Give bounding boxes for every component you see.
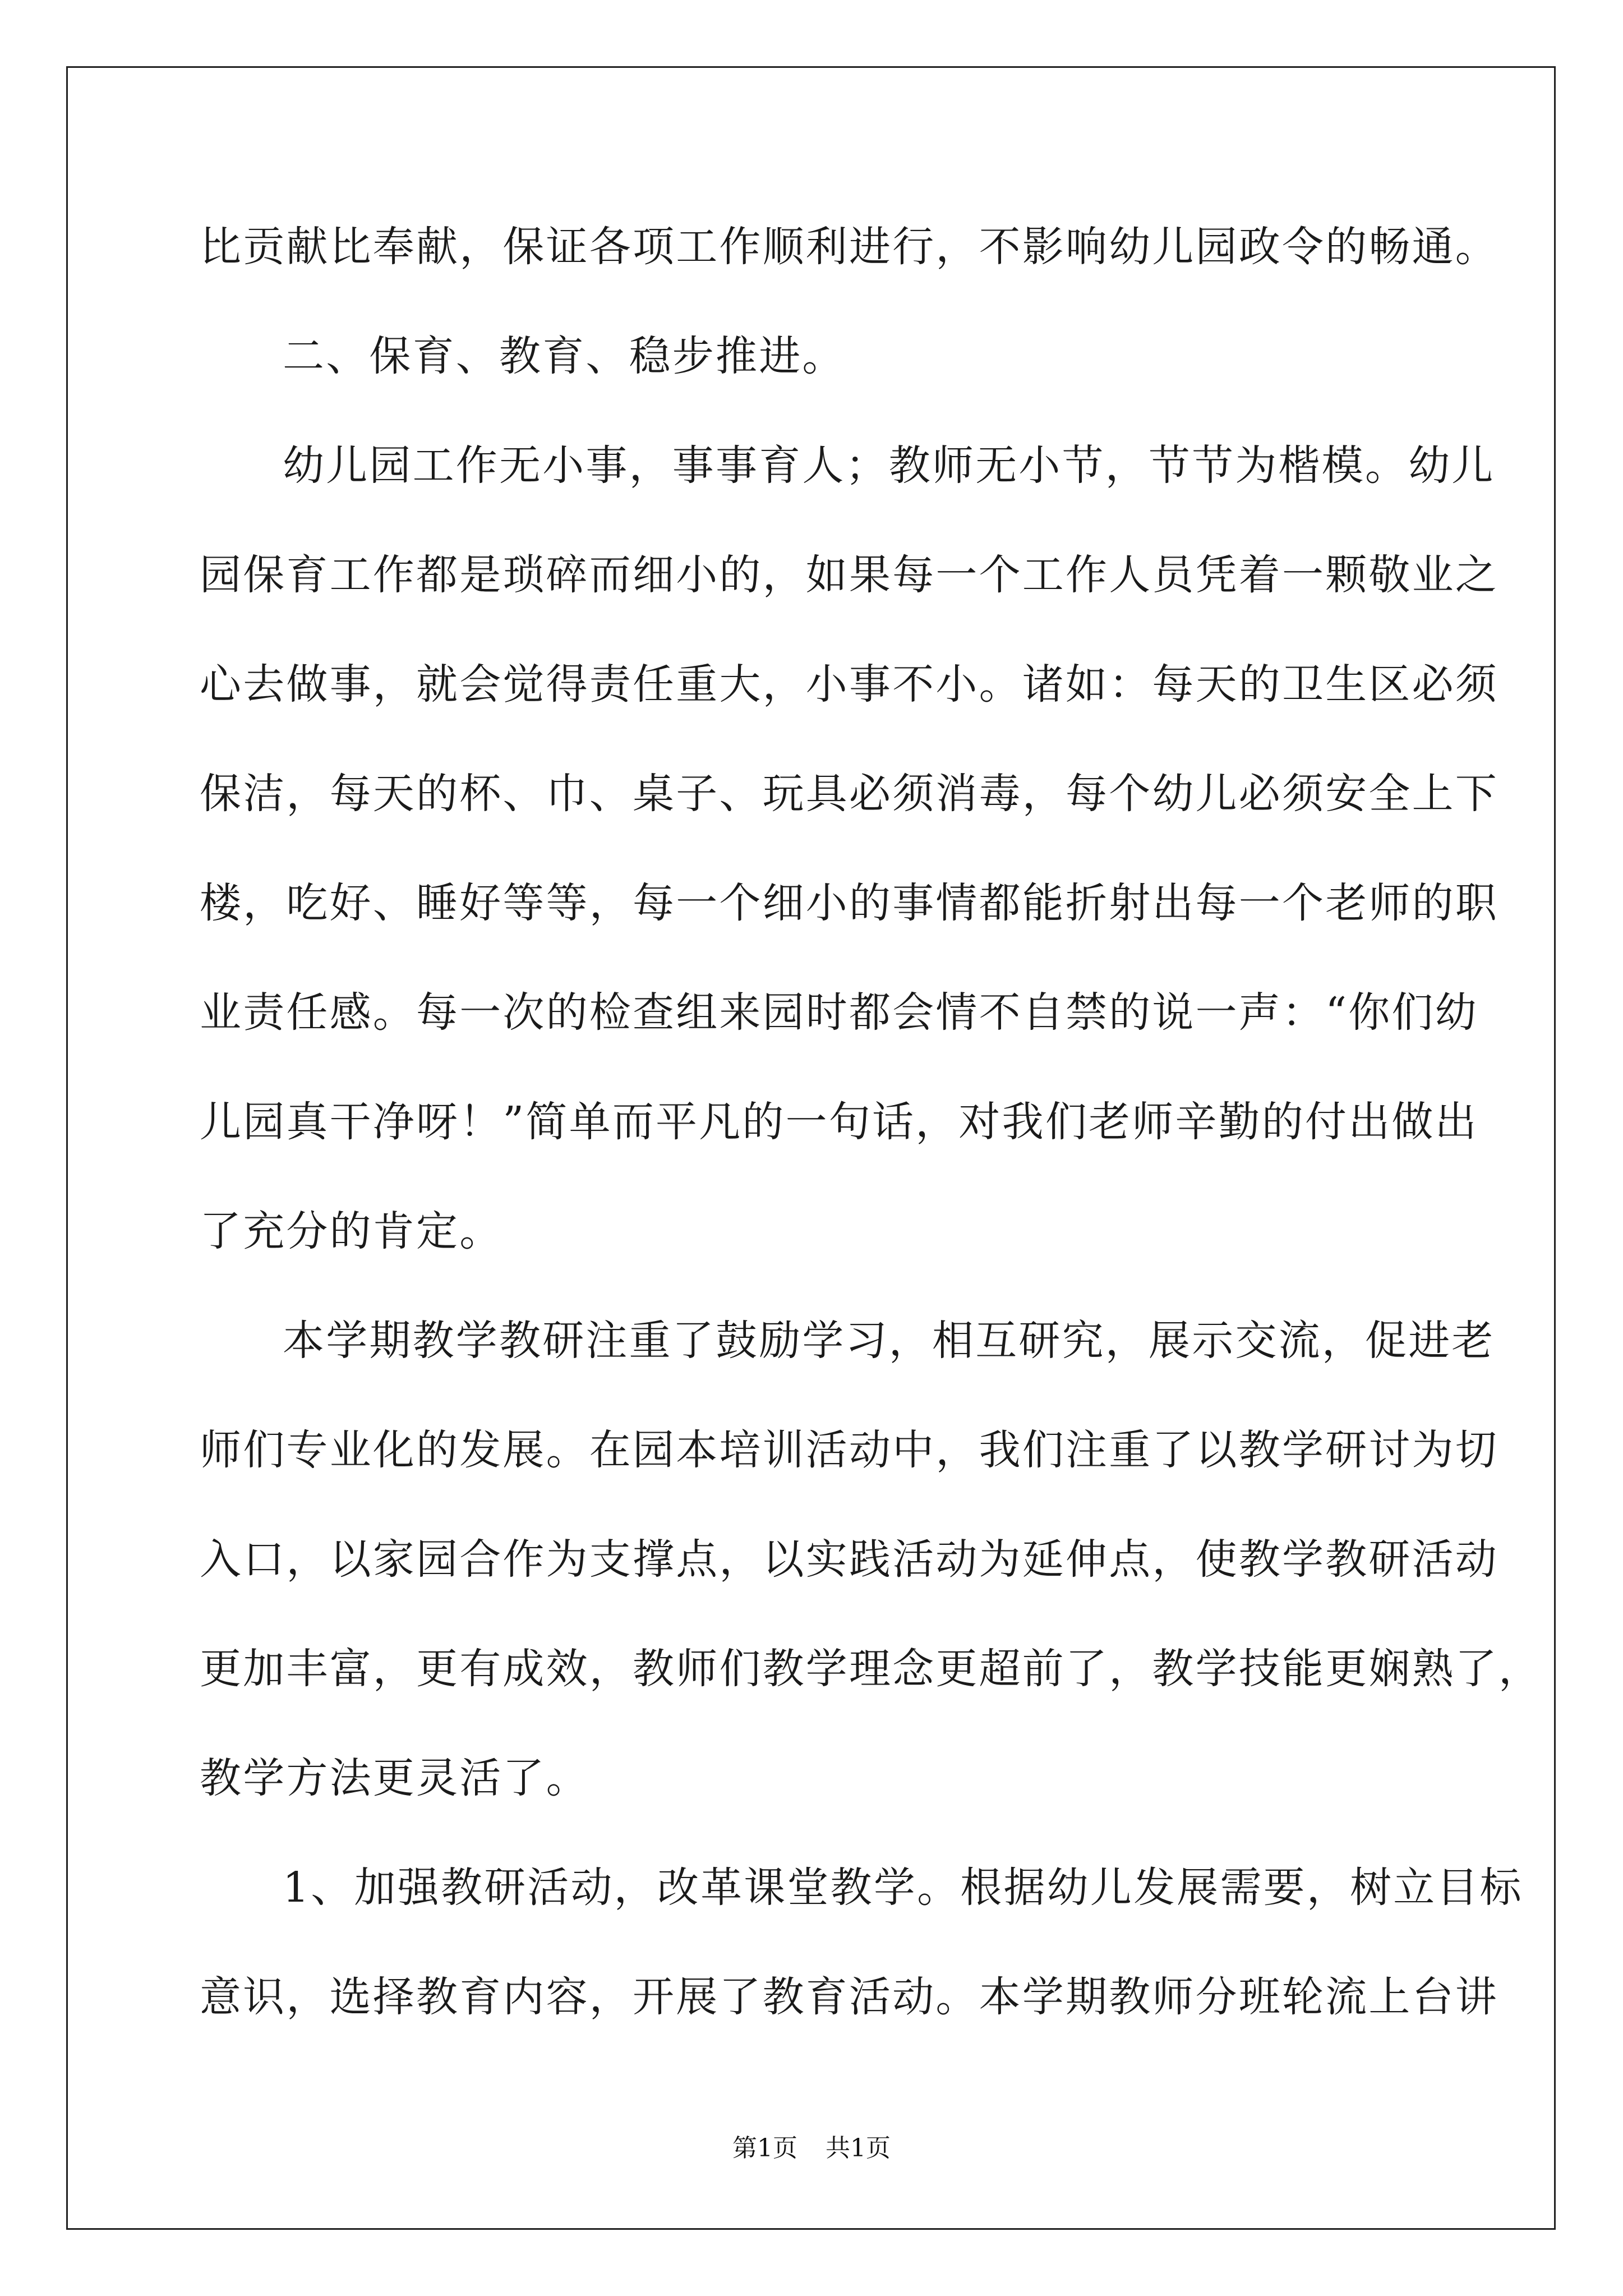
text-line: 教学方法更灵活了。 [200,1754,589,1802]
text-line: 师们专业化的发展。在园本培训活动中，我们注重了以教学研讨为切 [200,1426,1498,1474]
text-line: 更加丰富，更有成效，教师们教学理念更超前了，教学技能更娴熟了， [200,1645,1542,1693]
text-line: 心去做事，就会觉得责任重大，小事不小。诸如：每天的卫生区必须 [200,660,1498,708]
text-line: 保洁，每天的杯、巾、桌子、玩具必须消毒，每个幼儿必须安全上下 [200,770,1498,818]
section-heading: 二、保育、教育、稳步推进。 [283,332,846,380]
text-line: 了充分的肯定。 [200,1207,503,1255]
text-line: 楼，吃好、睡好等等，每一个细小的事情都能折射出每一个老师的职 [200,879,1498,927]
text-line: 儿园真干净呀！”简单而平凡的一句话，对我们老师辛勤的付出做出 [200,1098,1478,1146]
page-total: 共1页 [826,2134,891,2162]
page-number: 第1页 [732,2134,797,2162]
text-line: 业责任感。每一次的检查组来园时都会情不自禁的说一声：“你们幼 [200,988,1478,1037]
text-line: 本学期教学教研注重了鼓励学习，相互研究，展示交流，促进老 [283,1317,1495,1365]
text-line: 园保育工作都是琐碎而细小的，如果每一个工作人员凭着一颗敬业之 [200,551,1498,599]
text-line: 比贡献比奉献，保证各项工作顺利进行，不影响幼儿园政令的畅通。 [200,223,1498,271]
text-line: 意识，选择教育内容，开展了教育活动。本学期教师分班轮流上台讲 [200,1973,1498,2021]
page-footer [0,2132,1623,2165]
text-line: 幼儿园工作无小事，事事育人；教师无小节，节节为楷模。幼儿 [283,441,1495,490]
text-line: 1、加强教研活动，改革课堂教学。根据幼儿发展需要，树立目标 [283,1864,1523,1912]
text-line: 入口，以家园合作为支撑点，以实践活动为延伸点，使教学教研活动 [200,1535,1498,1584]
